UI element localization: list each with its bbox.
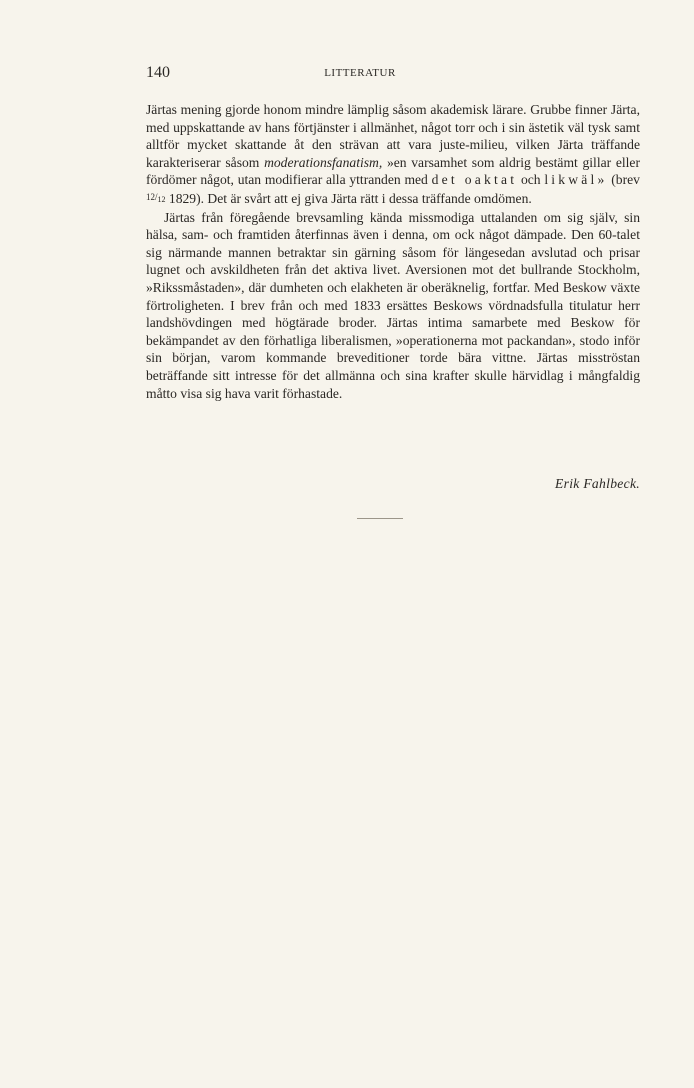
paragraph-1-text-d: (brev [607, 172, 640, 188]
paragraph-2: Järtas från föregående brevsamling kända missmodiga uttalanden om sig själv, sin hälsa, sam- och framtiden återfinnas även i denna, om ock något dämpade. Den 60-talet sig närmande mannen betraktar sin gärning såsom för längesedan avslutad och prisar lugnet och avskildheten från det aktiva livet. Aversionen mot det bullrande Stockholm, »Rikssmåstaden», där dumheten och elakheten är oberäknelig, fortfar. Med Beskow växte förtroligheten. I brev från och med 1833 ersättes Beskows vördnadsfulla titulatur herr landshövdingen med högtärade broder. Järtas intima samarbete med Beskow för bekämpandet av den förhatliga liberalismen, »operationerna mot packandan», stodo inför sin början, varom kommande breveditioner torde bära vittne. Järtas misströstan beträffande sitt intresse för det allmänna och sina krafter skulle härvidlag i mångfaldig måtto visa sig hava varit förhastade. [146, 209, 640, 401]
letter-date-month: 12 [157, 194, 166, 204]
paragraph-1-text-e: 1829). Det är svårt att ej giva Järta rätt i dessa träffande omdömen. [165, 190, 532, 206]
emphasized-term: moderationsfanatism, [264, 154, 383, 170]
letter-date-slash: / [155, 191, 158, 202]
running-head [146, 64, 640, 84]
paragraph-1-text-c: och [517, 172, 545, 188]
letter-date-day: 12 [146, 191, 155, 202]
letter-date [146, 192, 166, 202]
author-signature: Erik Fahlbeck. [555, 476, 640, 491]
running-title: LITTERATUR [324, 67, 396, 79]
spaced-phrase-det-oaktat: det oaktat [431, 172, 518, 188]
paragraph-1-text-b: »en varsamhet som aldrig bestämt gillar eller fördömer något, utan modifierar alla yttranden med [146, 154, 640, 188]
spaced-word-likwal: likwäl» [544, 172, 608, 188]
body-text [146, 101, 640, 402]
paragraph-1-text-a: Järtas mening gjorde honom mindre lämplig såsom akademisk lärare. Grubbe finner Järta, med uppskattande av hans förtjänster i allmänhet, något torr och i sin ästetik väl tysk samt alltför mycket skattande åt den strävan att vara juste-milieu, vilken Järta träffande karakteriserar såsom [146, 102, 640, 170]
end-rule [357, 518, 403, 519]
paragraph-1 [146, 101, 640, 209]
page-number: 140 [146, 64, 170, 81]
